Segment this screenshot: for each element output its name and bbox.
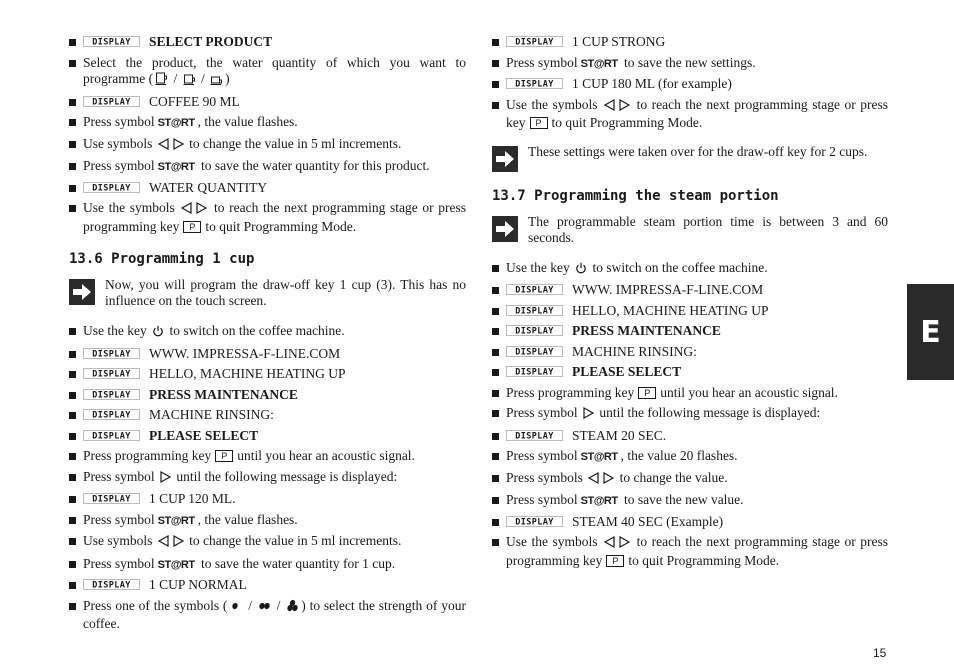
item-text: ) to select the strength of your coffee.	[83, 597, 466, 631]
display-icon	[83, 36, 140, 47]
item-content	[83, 598, 466, 633]
svg-text:DISPLAY: DISPLAY	[92, 183, 131, 193]
item-content	[506, 344, 888, 361]
arrow-right-outline-icon	[173, 535, 184, 552]
item-content	[506, 282, 888, 299]
list-item	[69, 407, 466, 424]
display-icon	[83, 96, 140, 107]
item-text: to quit Programming Mode.	[628, 552, 780, 568]
list-item	[492, 260, 888, 279]
item-content	[83, 407, 466, 424]
p-key-icon: P	[606, 555, 624, 567]
display-icon	[83, 430, 140, 441]
bullet-icon	[492, 287, 499, 294]
display-message: MACHINE RINSING:	[572, 343, 697, 359]
item-text: to change the value.	[619, 469, 728, 485]
display-icon	[83, 182, 140, 193]
svg-text:DISPLAY: DISPLAY	[92, 410, 131, 420]
section-heading-13-7: 13.7 Programming the steam portion	[492, 187, 779, 204]
svg-text:DISPLAY: DISPLAY	[92, 97, 131, 107]
display-message: 1 CUP STRONG	[572, 34, 666, 49]
svg-text:DISPLAY: DISPLAY	[515, 37, 554, 47]
list-item	[492, 282, 888, 299]
list-item	[492, 344, 888, 361]
note-2-cups	[492, 144, 888, 172]
bullet-icon	[69, 496, 76, 503]
list-item	[492, 364, 888, 381]
item-text: /	[170, 71, 181, 86]
item-text: Press symbol	[506, 54, 578, 70]
item-text: to save the water quantity for 1 cup.	[200, 555, 396, 571]
arrow-left-icon	[158, 535, 169, 552]
bullet-icon	[69, 185, 76, 192]
list-item	[69, 34, 466, 51]
list-item	[492, 534, 888, 569]
list-item	[69, 387, 466, 404]
item-text: , the value 20 flashes.	[620, 448, 738, 463]
arrow-left-icon	[604, 536, 615, 553]
display-message: PRESS MAINTENANCE	[572, 323, 721, 338]
svg-text:DISPLAY: DISPLAY	[515, 326, 554, 336]
bullet-icon	[492, 519, 499, 526]
svg-text:DISPLAY: DISPLAY	[92, 431, 131, 441]
start-icon: ST@RT	[580, 495, 618, 507]
svg-text:DISPLAY: DISPLAY	[515, 79, 554, 89]
list-item	[69, 55, 466, 90]
list-item	[492, 97, 888, 132]
item-text: , the value flashes.	[197, 511, 298, 527]
display-icon	[83, 579, 140, 590]
item-text: Press programming key	[506, 384, 635, 400]
bullet-icon	[492, 433, 499, 440]
mild-strength-icon	[229, 599, 242, 617]
power-icon	[152, 325, 164, 342]
list-item	[492, 76, 888, 93]
right-intro-list	[492, 34, 888, 132]
bullet-icon	[69, 538, 76, 545]
bullet-icon	[69, 141, 76, 148]
display-icon	[83, 493, 140, 504]
display-message: 1 CUP 180 ML (for example)	[572, 76, 732, 91]
bullet-icon	[69, 205, 76, 212]
item-text: /	[197, 71, 209, 86]
item-text: /	[244, 597, 256, 613]
list-item	[69, 114, 466, 132]
left-column	[69, 34, 466, 637]
item-text: Press symbol	[506, 492, 578, 507]
item-content	[506, 492, 888, 510]
display-message: SELECT PRODUCT	[149, 34, 273, 49]
svg-text:DISPLAY: DISPLAY	[92, 580, 131, 590]
item-content	[83, 366, 466, 383]
list-item	[69, 491, 466, 508]
arrow-right-outline-icon	[583, 407, 594, 424]
strong-strength-icon	[286, 599, 299, 617]
item-content	[506, 303, 888, 320]
list-item	[69, 448, 466, 465]
item-text: Press symbol	[83, 158, 155, 173]
bullet-icon	[69, 517, 76, 524]
right-column	[492, 34, 888, 573]
item-content	[83, 34, 466, 51]
item-content	[83, 158, 466, 176]
bullet-icon	[69, 412, 76, 419]
item-content	[506, 405, 888, 424]
list-item	[69, 366, 466, 383]
list-item	[492, 428, 888, 445]
note-text: These settings were taken over for the draw-off key for 2 cups.	[528, 143, 868, 159]
list-item	[69, 577, 466, 594]
bullet-icon	[492, 369, 499, 376]
bullet-icon	[69, 474, 76, 481]
arrow-right-outline-icon	[160, 471, 171, 488]
item-text: to change the value in 5 ml increments.	[189, 533, 402, 548]
item-text: to switch on the coffee machine.	[592, 259, 768, 275]
list-item	[69, 136, 466, 155]
item-text: Use symbols	[83, 135, 153, 151]
svg-text:DISPLAY: DISPLAY	[515, 367, 554, 377]
item-content	[83, 428, 466, 445]
arrow-left-icon	[181, 202, 192, 219]
item-content	[83, 387, 466, 404]
arrow-right-icon	[69, 279, 95, 305]
item-content	[506, 385, 888, 402]
list-item	[492, 470, 888, 489]
list-item	[69, 598, 466, 633]
note-text: Now, you will program the draw-off key 1 cup (3). This has no influence on the touch screen.	[105, 277, 466, 308]
item-text: to quit Programming Mode.	[205, 218, 357, 234]
bullet-icon	[69, 453, 76, 460]
section-tab: E	[907, 284, 954, 380]
item-content	[83, 200, 466, 235]
display-icon	[506, 78, 563, 89]
svg-text:DISPLAY: DISPLAY	[515, 347, 554, 357]
p-key-icon: P	[183, 221, 201, 233]
bullet-icon	[492, 328, 499, 335]
start-icon: ST@RT	[580, 451, 618, 463]
display-message: WWW. IMPRESSA-F-LINE.COM	[149, 345, 341, 361]
p-key-icon: P	[215, 450, 233, 462]
list-item	[492, 323, 888, 340]
item-content	[83, 180, 466, 197]
start-icon: ST@RT	[580, 57, 618, 70]
item-content	[83, 556, 466, 574]
display-message: PRESS MAINTENANCE	[149, 386, 298, 402]
item-text: Use the symbols	[506, 96, 598, 112]
item-text: /	[272, 597, 285, 613]
display-icon	[83, 409, 140, 420]
bullet-icon	[69, 99, 76, 106]
display-icon	[506, 325, 563, 336]
arrow-right-outline-icon	[619, 99, 630, 116]
item-content	[506, 97, 888, 132]
svg-text:DISPLAY: DISPLAY	[515, 306, 554, 316]
display-icon	[83, 348, 140, 359]
item-text: Use the symbols	[506, 534, 598, 549]
bullet-icon	[69, 371, 76, 378]
list-item	[492, 34, 888, 51]
svg-text:DISPLAY: DISPLAY	[515, 431, 554, 441]
display-icon	[506, 516, 563, 527]
bullet-icon	[492, 475, 499, 482]
svg-text:DISPLAY: DISPLAY	[92, 390, 131, 400]
svg-text:DISPLAY: DISPLAY	[92, 349, 131, 359]
page-number: 15	[873, 646, 887, 660]
list-item	[492, 385, 888, 402]
display-icon	[506, 305, 563, 316]
item-content	[83, 469, 466, 488]
item-content	[506, 323, 888, 340]
item-content	[83, 55, 466, 90]
display-message: PLEASE SELECT	[149, 427, 259, 443]
item-text: Press symbol	[83, 114, 155, 129]
arrow-right-icon	[492, 146, 518, 172]
list-item	[492, 405, 888, 424]
display-message: 1 CUP 120 ML.	[149, 491, 236, 506]
item-content	[506, 76, 888, 93]
item-text: )	[225, 71, 230, 86]
bullet-icon	[492, 497, 499, 504]
item-text: until you hear an acoustic signal.	[237, 448, 415, 463]
normal-strength-icon	[258, 599, 271, 617]
list-item	[69, 94, 466, 111]
item-text: to save the new value.	[623, 492, 744, 507]
bullet-icon	[69, 351, 76, 358]
power-icon	[575, 262, 587, 279]
bullet-icon	[492, 60, 499, 67]
item-content	[83, 533, 466, 552]
left-steps-list	[69, 323, 466, 633]
item-text: Press symbol	[83, 511, 155, 527]
item-text: to save the water quantity for this product.	[200, 158, 430, 173]
bullet-icon	[69, 561, 76, 568]
arrow-right-outline-icon	[173, 138, 184, 155]
bullet-icon	[69, 39, 76, 46]
list-item	[492, 303, 888, 320]
item-content	[83, 512, 466, 530]
item-text: to switch on the coffee machine.	[169, 323, 345, 338]
display-message: COFFEE 90 ML	[149, 93, 240, 109]
list-item	[492, 514, 888, 531]
note-text: The programmable steam portion time is between 3 and 60 seconds.	[528, 213, 888, 245]
list-item	[69, 556, 466, 574]
item-text: to reach the next programming stage or press programming key	[506, 534, 889, 568]
display-message: STEAM 20 SEC.	[572, 427, 667, 443]
item-content	[83, 577, 466, 594]
item-content	[506, 534, 888, 569]
list-item	[492, 55, 888, 73]
display-icon	[506, 430, 563, 441]
item-content	[83, 94, 466, 111]
display-message: PLEASE SELECT	[572, 364, 682, 379]
p-key-icon: P	[638, 387, 656, 399]
item-content	[506, 428, 888, 445]
start-icon: ST@RT	[157, 117, 195, 129]
item-content	[506, 34, 888, 51]
item-text: to change the value in 5 ml increments.	[189, 135, 402, 151]
item-content	[83, 323, 466, 342]
list-item	[69, 158, 466, 176]
bullet-icon	[492, 308, 499, 315]
bullet-icon	[69, 60, 76, 67]
svg-text:DISPLAY: DISPLAY	[515, 285, 554, 295]
item-text: , the value flashes.	[197, 114, 298, 129]
item-text: to reach the next programming stage or press programming key	[83, 200, 467, 234]
section-heading-13-6: 13.6 Programming 1 cup	[69, 251, 255, 267]
list-item	[492, 448, 888, 466]
display-message: MACHINE RINSING:	[149, 407, 274, 422]
item-text: Use the key	[506, 259, 570, 275]
small-cup-icon	[210, 72, 223, 90]
item-content	[506, 364, 888, 381]
item-text: Press symbol	[83, 468, 155, 484]
item-text: Select the product, the water quantity of which you want to programme (	[83, 54, 466, 86]
display-icon	[83, 368, 140, 379]
list-item	[69, 180, 466, 197]
list-item	[69, 428, 466, 445]
arrow-right-icon	[492, 216, 518, 242]
list-item	[69, 469, 466, 488]
item-content	[83, 136, 466, 155]
arrow-right-outline-icon	[603, 472, 614, 489]
right-steps-list	[492, 260, 888, 570]
bullet-icon	[492, 265, 499, 272]
bullet-icon	[69, 119, 76, 126]
display-message: HELLO, MACHINE HEATING UP	[149, 366, 346, 381]
list-item	[69, 533, 466, 552]
bullet-icon	[69, 163, 76, 170]
note-13-6	[69, 277, 466, 309]
arrow-left-icon	[158, 138, 169, 155]
note-steam	[492, 214, 888, 246]
item-text: Use symbols	[83, 533, 153, 548]
display-message: HELLO, MACHINE HEATING UP	[572, 302, 769, 318]
list-item	[69, 323, 466, 342]
item-content	[506, 514, 888, 531]
svg-text:DISPLAY: DISPLAY	[515, 517, 554, 527]
bullet-icon	[492, 102, 499, 109]
bullet-icon	[492, 453, 499, 460]
item-content	[83, 491, 466, 508]
item-text: Use the symbols	[83, 200, 175, 215]
display-icon	[83, 389, 140, 400]
item-content	[83, 346, 466, 363]
bullet-icon	[492, 39, 499, 46]
svg-text:DISPLAY: DISPLAY	[92, 37, 131, 47]
display-message: WATER QUANTITY	[149, 179, 268, 195]
bullet-icon	[492, 349, 499, 356]
large-cup-icon	[155, 72, 168, 90]
display-icon	[506, 36, 563, 47]
display-message: WWW. IMPRESSA-F-LINE.COM	[572, 282, 764, 297]
bullet-icon	[69, 328, 76, 335]
item-content	[83, 114, 466, 132]
bullet-icon	[492, 81, 499, 88]
item-text: to quit Programming Mode.	[551, 115, 703, 130]
item-content	[506, 260, 888, 279]
item-content	[83, 448, 466, 465]
item-text: Press symbols	[506, 469, 583, 485]
item-text: to reach the next programming stage or press key	[506, 96, 889, 130]
left-intro-list	[69, 34, 466, 235]
item-text: Use the key	[83, 323, 147, 338]
svg-text:DISPLAY: DISPLAY	[92, 369, 131, 379]
item-text: to save the new settings.	[623, 54, 756, 70]
start-icon: ST@RT	[157, 514, 195, 527]
display-icon	[506, 346, 563, 357]
item-text: until you hear an acoustic signal.	[660, 384, 838, 400]
arrow-right-outline-icon	[196, 202, 207, 219]
list-item	[69, 346, 466, 363]
item-content	[506, 448, 888, 466]
bullet-icon	[492, 410, 499, 417]
bullet-icon	[69, 603, 76, 610]
svg-text:DISPLAY: DISPLAY	[92, 494, 131, 504]
item-content	[506, 55, 888, 73]
item-text: Press symbol	[506, 405, 578, 420]
list-item	[69, 200, 466, 235]
item-text: until the following message is displayed:	[176, 468, 398, 484]
item-content	[506, 470, 888, 489]
arrow-left-icon	[588, 472, 599, 489]
item-text: Press programming key	[83, 448, 212, 463]
bullet-icon	[69, 433, 76, 440]
display-message: 1 CUP NORMAL	[149, 577, 247, 592]
display-message: STEAM 40 SEC (Example)	[572, 513, 724, 529]
display-icon	[506, 366, 563, 377]
arrow-left-icon	[604, 99, 615, 116]
arrow-right-outline-icon	[619, 536, 630, 553]
list-item	[69, 512, 466, 530]
item-text: Press one of the symbols (	[83, 597, 228, 613]
item-text: until the following message is displayed:	[599, 405, 821, 420]
p-key-icon: P	[530, 117, 548, 129]
bullet-icon	[492, 539, 499, 546]
start-icon: ST@RT	[157, 161, 195, 173]
item-text: Press symbol	[83, 555, 155, 571]
bullet-icon	[492, 390, 499, 397]
medium-cup-icon	[183, 72, 196, 90]
display-icon	[506, 284, 563, 295]
list-item	[492, 492, 888, 510]
bullet-icon	[69, 392, 76, 399]
start-icon: ST@RT	[157, 558, 195, 571]
item-text: Press symbol	[506, 448, 578, 463]
bullet-icon	[69, 582, 76, 589]
